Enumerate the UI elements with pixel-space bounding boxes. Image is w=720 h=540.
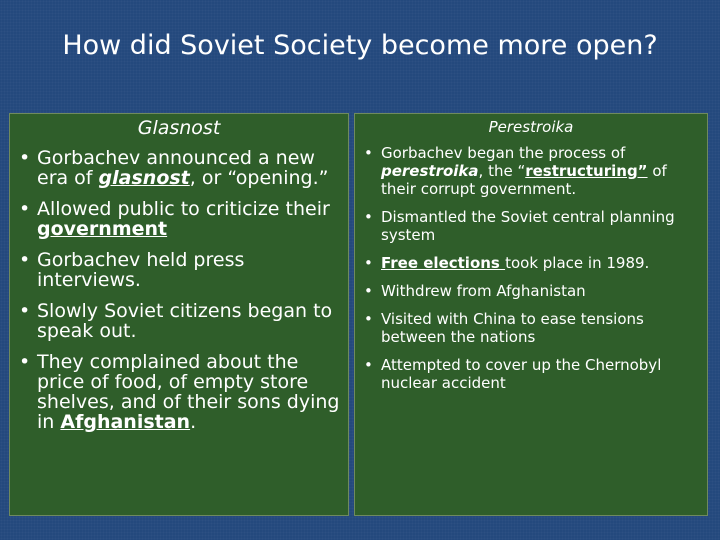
glasnost-bullet-1 (10, 148, 348, 188)
glasnost-bullet-4: • Slowly Soviet citizens began to speak out. (10, 301, 348, 341)
perestroika-word: perestroika (381, 162, 479, 180)
glasnost-term: glasnost (98, 167, 190, 189)
afghanistan-term: Afghanistan (60, 411, 191, 433)
glasnost-b2-text: Allowed public to criticize their (37, 198, 330, 220)
glasnost-bullet-3: • Gorbachev held press interviews. (10, 250, 348, 290)
perestroika-bullet-4: • Withdrew from Afghanistan (355, 282, 707, 300)
perestroika-bullet-2: • Dismantled the Soviet central planning system (355, 208, 707, 244)
perestroika-b1-mid: , the “ (478, 162, 526, 180)
glasnost-bullet-5 (10, 352, 348, 432)
slide-title: How did Soviet Society become more open? (62, 30, 658, 61)
perestroika-list (355, 144, 707, 392)
glasnost-b5-end: . (190, 411, 197, 433)
glasnost-b5-text: They complained about the price of food, of empty store shelves, and of their sons dying in (37, 351, 340, 433)
perestroika-bullet-5: • Visited with China to ease tensions between the nations (355, 310, 707, 346)
perestroika-b1-end: of their corrupt government. (381, 162, 667, 198)
glasnost-bullet-2 (10, 199, 348, 239)
perestroika-b1-text: Gorbachev began the process of (381, 144, 626, 162)
perestroika-bullet-6: • Attempted to cover up the Chernobyl nuclear accident (355, 356, 707, 392)
government-term: government (37, 218, 168, 240)
glasnost-b1-end: , or “opening.” (189, 167, 329, 189)
perestroika-panel (354, 113, 708, 516)
perestroika-bullet-1 (355, 144, 707, 198)
perestroika-bullet-3 (355, 254, 707, 272)
glasnost-panel (9, 113, 349, 516)
perestroika-b3-end: took place in 1989. (505, 254, 650, 272)
glasnost-b1-text: Gorbachev announced a new era of (37, 147, 315, 189)
free-elections-term: Free elections (381, 254, 506, 272)
glasnost-heading: Glasnost (137, 117, 221, 139)
perestroika-heading: Perestroika (488, 118, 574, 136)
glasnost-list (10, 148, 348, 432)
restructuring-term: restructuring” (525, 162, 648, 180)
